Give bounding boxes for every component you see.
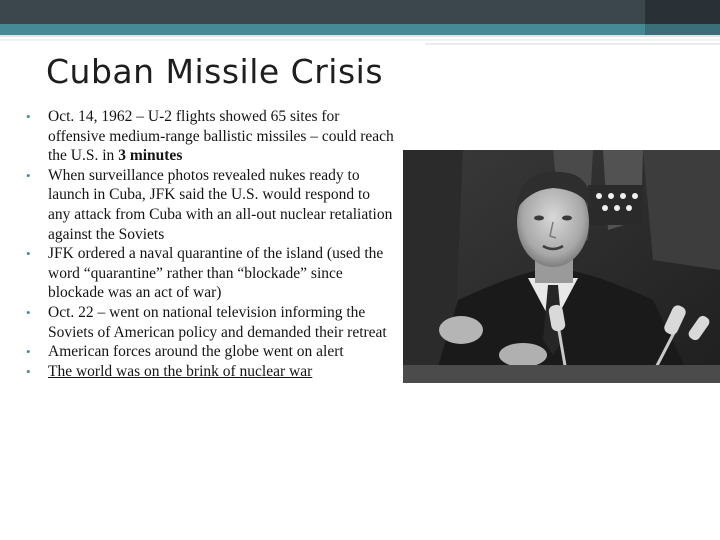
- bullet-marker: •: [26, 167, 31, 183]
- header-teal-right-block: [645, 24, 720, 35]
- slide-title: Cuban Missile Crisis: [46, 52, 384, 91]
- bullet-list: [24, 107, 396, 381]
- bullet-item: [24, 166, 396, 244]
- bullet-text: JFK ordered a naval quarantine of the island (used the word “quarantine” rather than “blockade” since blockade was an act of war): [48, 245, 384, 302]
- header-rule-lines: [0, 35, 720, 47]
- header-right-block: [645, 0, 720, 24]
- bullet-emphasis: 3 minutes: [118, 147, 183, 165]
- bullet-text: Oct. 22 – went on national television informing the Soviets of American policy and demanded their retreat: [48, 303, 387, 341]
- bullet-text: The world was on the brink of nuclear war: [48, 362, 313, 380]
- bullet-marker: •: [26, 344, 31, 360]
- bullet-marker: •: [26, 109, 31, 124]
- bullet-text: Oct. 14, 1962 – U-2 flights showed 65 sites for offensive medium-range ballistic missiles – could reach the U.S. in 3 minutes: [48, 108, 394, 165]
- header-teal-bar: [0, 24, 720, 35]
- bullet-item: [24, 107, 396, 166]
- bullet-text: When surveillance photos revealed nukes ready to launch in Cuba, JFK said the U.S. would respond to any attack from Cuba with an all-out nuclear retaliation against the Soviets: [48, 166, 393, 243]
- bullet-item: [24, 342, 396, 362]
- jfk-photo: [403, 150, 720, 383]
- bullet-item: [24, 362, 396, 382]
- header-dark-bar: [0, 0, 720, 24]
- bullet-marker: •: [26, 304, 31, 320]
- bullet-item: [24, 303, 396, 342]
- bullet-item: [24, 244, 396, 303]
- bullet-marker: •: [26, 246, 31, 262]
- bullet-text: American forces around the globe went on alert: [48, 343, 344, 361]
- jfk-photo-illustration: [403, 150, 720, 383]
- bullet-marker: •: [26, 363, 31, 379]
